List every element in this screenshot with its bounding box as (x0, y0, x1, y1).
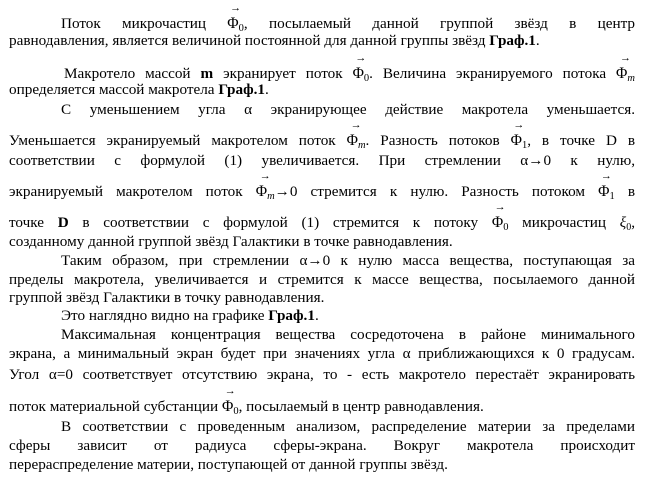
text: Поток микрочастиц (61, 15, 228, 32)
text: Макротело массой (64, 65, 201, 82)
paragraph-4-line-2 (9, 271, 635, 288)
graph-reference: Граф.1 (489, 32, 536, 49)
text: В соответствии с проведенным анализом, распределение материи за пределами (61, 418, 635, 435)
text: . (314, 307, 319, 324)
text: , в точке D в (527, 132, 635, 149)
text: точке (9, 214, 58, 231)
graph-reference: Граф.1 (268, 307, 315, 324)
phi-vector-symbol: → $\Phi_m$ (347, 129, 366, 149)
text: перераспределение материи, поступающей от данной группы звёзд. (9, 456, 448, 473)
text: созданному данной группой звёзд Галактики в точке равнодавления. (9, 233, 453, 250)
graph-reference: Граф.1 (218, 81, 265, 98)
phi-vector-symbol: → $\Phi_0$ (492, 211, 509, 231)
text: , посылаемый в центр равнодавления. (238, 398, 484, 415)
phi-vector-symbol: → $\Phi_1$ (598, 180, 615, 200)
text: экранируемый макротелом поток (9, 183, 256, 200)
text: , (631, 214, 635, 231)
paragraph-6-line-4 (9, 395, 635, 415)
text: равнодавления, является величиной постоянной для данной группы звёзд (9, 32, 490, 49)
paragraph-4-line-3 (9, 289, 635, 306)
paragraph-3-line-5 (9, 211, 635, 231)
paragraph-1-line-1 (9, 12, 635, 32)
text: микрочастиц (508, 214, 620, 231)
text: . Величина экранируемого потока (369, 65, 617, 82)
text: →0 стремится к нулю. Разность потоком (274, 183, 599, 200)
phi-vector-symbol: → $\Phi_0$ (222, 395, 239, 415)
text: , посылаемый данной группой звёзд в центр (243, 15, 635, 32)
paragraph-4-line-1 (9, 252, 635, 269)
text: в соответствии с формулой (1) стремится к потоку (68, 214, 492, 231)
paragraph-7-line-1 (9, 418, 635, 435)
text: . (535, 32, 540, 49)
text: . (265, 81, 269, 98)
phi-vector-symbol: → $\Phi_m$ (256, 180, 275, 200)
text: Максимальная концентрация вещества сосредоточена в районе минимального (61, 326, 635, 343)
paragraph-5-line-1 (9, 307, 655, 324)
mass-symbol: m (200, 65, 214, 82)
text: экрана, а минимальный экран будет при значениях угла α приближающихся к 0 градусам. (9, 345, 635, 362)
paragraph-7-line-3 (9, 456, 635, 473)
text: в (614, 183, 636, 200)
paragraph-3-line-3 (9, 152, 635, 169)
text: Таким образом, при стремлении α→0 к нулю масса вещества, поступающая за (61, 252, 635, 269)
text: Уменьшается экранируемый макротелом поток (9, 132, 347, 149)
phi-vector-symbol: → $\Phi_0$ (227, 12, 244, 32)
point-label: D (57, 214, 69, 231)
text: поток материальной субстанции (9, 398, 222, 415)
paragraph-3-line-1 (9, 101, 635, 118)
phi-vector-symbol: → $\Phi_0$ (353, 62, 370, 82)
paragraph-7-line-2 (9, 437, 635, 454)
phi-vector-symbol: → $\Phi_1$ (511, 129, 528, 149)
text: определяется массой макротела (9, 81, 219, 98)
text: экранирует поток (213, 65, 353, 82)
text: соответствии с формулой (1) увеличивается. При стремлении α→0 к нулю, (9, 152, 635, 169)
paragraph-3-line-6 (9, 233, 635, 250)
text: группой звёзд Галактики в точку равнодавления. (9, 289, 325, 306)
paragraph-3-line-4 (9, 180, 635, 200)
paragraph-2-line-2 (9, 81, 635, 98)
phi-vector-symbol: → $\Phi_m$ (616, 62, 635, 82)
paragraph-1-line-2 (9, 32, 635, 49)
text: Это наглядно видно на графике (61, 307, 269, 324)
text: . Разность потоков (365, 132, 511, 149)
text: Угол α=0 соответствует отсутствию экрана, то - есть макротело перестаёт экранировать (9, 366, 635, 383)
paragraph-3-line-2 (9, 129, 635, 149)
paragraph-2-line-1 (9, 62, 635, 82)
xi-symbol: $\xi_0$ (619, 215, 632, 233)
paragraph-6-line-1 (9, 326, 635, 343)
text: сферы зависит от радиуса сферы-экрана. Вокруг макротела происходит (9, 437, 635, 454)
text: пределы макротела, увеличивается и стремится к массе вещества, посылаемого данной (9, 271, 635, 288)
paragraph-6-line-3 (9, 366, 635, 383)
text: С уменьшением угла α экранирующее действие макротела уменьшается. (61, 101, 635, 118)
paragraph-6-line-2 (9, 345, 635, 362)
